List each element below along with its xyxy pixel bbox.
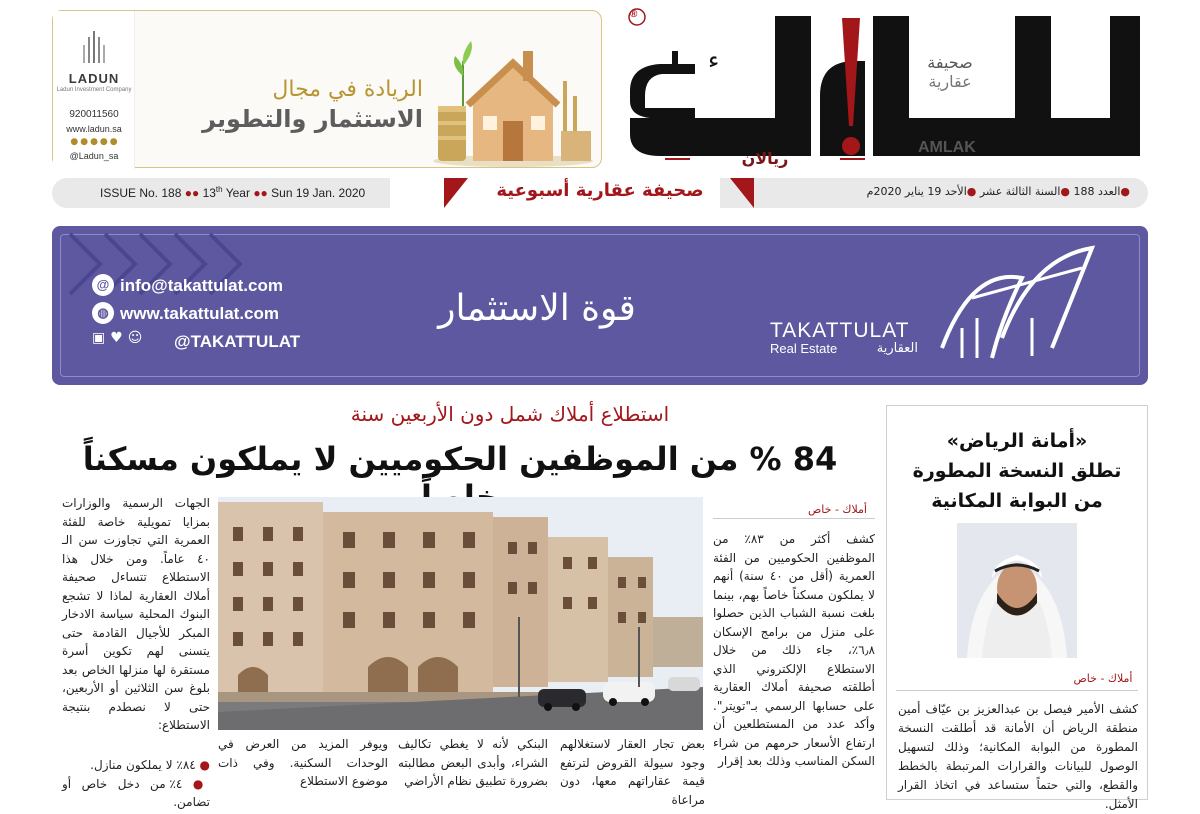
masthead-latin-name: AMLAK	[918, 139, 976, 156]
year-en: 13th Year	[202, 185, 250, 200]
issue-number-en: ISSUE No. 188	[100, 186, 182, 200]
email-icon: @	[92, 274, 114, 296]
article-byline: أملاك - خاص	[808, 503, 867, 516]
instagram-icon[interactable]: ●	[80, 137, 91, 147]
ladun-slogan-line-2: الاستثمار والتطوير	[202, 105, 423, 133]
ladun-brand-subtitle: Ladun Investment Company	[56, 87, 132, 93]
issue-number-ar: العدد 188	[1073, 185, 1121, 198]
date-ar: الأحد 19 يناير 2020م	[866, 185, 967, 198]
takattulat-email[interactable]: info@takattulat.com	[120, 276, 283, 295]
takattulat-website[interactable]: www.takattulat.com	[120, 304, 280, 323]
portrait-photo	[957, 523, 1077, 658]
sidebar-headline[interactable]	[896, 426, 1138, 516]
social-icons[interactable]	[92, 330, 147, 346]
sidebar-headline-line-1: «أمانة الرياض»	[946, 430, 1088, 452]
year-ar: السنة الثالثة عشر	[979, 185, 1061, 198]
takattulat-brand-sub-ar: العقارية	[876, 341, 918, 356]
cover-price: ريالان	[741, 149, 789, 168]
ladun-advertisement[interactable]	[52, 10, 602, 168]
masthead[interactable]	[620, 6, 1180, 176]
weekly-title: صحيفة عقارية أسبوعية	[496, 180, 704, 201]
takattulat-brand-sub-en: Real Estate	[770, 341, 838, 356]
housing-buildings-photo	[218, 497, 703, 730]
article-kicker: استطلاع أملاك شمل دون الأربعين سنة	[350, 402, 670, 426]
sidebar-byline: أملاك - خاص	[1073, 672, 1133, 685]
article-bottom-column-1: بعض تجار العقار لاستغلالهم وجود سيولة القروض لترتفع قيمة عقاراتهم معها، دون مراعاة	[560, 737, 705, 807]
article-bottom-column-3: ويوفر المزيد من العرض في الوحدات السكنية. وفي ذات موضوع الاستطلاع	[218, 737, 388, 788]
coins-house-illustration	[433, 21, 598, 167]
globe-icon: ◍	[92, 302, 114, 324]
svg-text:ء: ء	[1120, 11, 1130, 35]
survey-result-2: ● ٤٪ من دخل خاص أو تضامن.	[62, 776, 210, 809]
ladun-handle: @Ladun_sa	[69, 151, 119, 161]
article-headline[interactable]: 84 % من الموظفين الحكوميين لا يملكون مسكناً	[82, 440, 838, 478]
info-bar-left-accent	[444, 178, 468, 208]
snapchat-icon[interactable]: ●	[90, 137, 100, 147]
takattulat-handle[interactable]: @TAKATTULAT	[174, 332, 301, 351]
ladun-social-icons[interactable]	[65, 137, 125, 147]
ladun-emblem-icon	[80, 29, 108, 65]
sidebar-divider	[896, 690, 1138, 691]
takattulat-advertisement[interactable]	[52, 226, 1148, 385]
ladun-slogan-line-1: الريادة في مجال	[272, 77, 423, 102]
issue-details-english: ISSUE No. 188 ●● 13th Year ●● Sun 19 Jan. 2020	[100, 185, 366, 200]
survey-results-list	[62, 756, 210, 812]
takattulat-slogan: قوة الاستثمار	[438, 288, 636, 329]
masthead-tagline-2: عقارية	[928, 72, 972, 91]
takattulat-logo	[932, 238, 1102, 373]
survey-result-1: ● ٨٤٪ لا يملكون منازل.	[90, 758, 210, 772]
youtube-icon[interactable]: ●	[99, 137, 110, 147]
svg-text:ء: ء	[708, 46, 720, 74]
article-column-right: كشف أكثر من ٨٣٪ من الموظفين الحكوميين من الفئة العمرية (أقل من ٤٠ سنة) أنهم لا يملكون مسكناً خاصاً بهم، بينما بلغت نسبة الشباب الذين حصلوا على منزل من برامج الإسكان ٦٫٨٪، جاء ذلك من خلال الاستطلاع الإلكتروني الذي أطلقته صحيفة أملاك العقارية على حسابها الرسمي بـ"تويتر". وأكد عدد من المستطلعين أن ارتفاع الأسعار حرمهم من شراء السكن المناسب وذلك بعد إقرار	[713, 532, 875, 768]
ladun-phone: 920011560	[69, 109, 119, 120]
ladun-logo-block	[53, 11, 135, 169]
byline-divider	[713, 518, 875, 519]
linkedin-icon[interactable]: ●	[109, 137, 120, 147]
takattulat-brand-en: TAKATTULAT	[770, 319, 910, 342]
ladun-website[interactable]: www.ladun.sa	[66, 124, 122, 134]
registered-mark: ®	[630, 9, 638, 20]
snapchat-icon[interactable]: ☺	[127, 330, 148, 346]
twitter-icon[interactable]: ●	[70, 137, 81, 147]
info-bar-right-accent	[730, 178, 754, 208]
article-column-left: الجهات الرسمية والوزارات بمزايا تمويلية خاصة للفئة العمرية التي تجاوزت سن الـ ٤٠ عاماً. ومن خلال هذا الاستطلاع تتساءل صحيفة أملاك العقارية لماذا لا تشجع البنوك المحلية سياسة الادخار المبكر للأجيال القادمة حتى يتسنى لهم تكوين أسرة مستقرة لها منزلها الخاص بعد بلوغ سن الثلاثين أو الأربعين، حتى لا نصطدم بنتيجة الاستطلاع:	[62, 496, 210, 732]
twitter-icon[interactable]: ♥	[110, 330, 128, 346]
sidebar-headline-line-3: من البوابة المكانية	[931, 490, 1103, 512]
article-bottom-column-2: البنكي لأنه لا يغطي تكاليف الشراء، وأبدى البعض مطالبته بضرورة تطبيق نظام الأراضي	[398, 737, 548, 788]
instagram-icon[interactable]: ▣	[92, 330, 111, 346]
issue-details-arabic: ●العدد 188 ●السنة الثالثة عشر ●الأحد 19 يناير 2020م	[866, 185, 1130, 198]
date-en: Sun 19 Jan. 2020	[271, 186, 366, 200]
ladun-brand-name: LADUN	[68, 71, 120, 86]
masthead-tagline-1: صحيفة	[927, 53, 973, 72]
sidebar-headline-line-2: تطلق النسخة المطورة	[912, 460, 1122, 482]
sidebar-body-text: كشف الأمير فيصل بن عبدالعزيز بن عيّاف أمين منطقة الرياض أن الأمانة قد أطلقت النسخة المطورة من البوابة المكانية؛ وذلك لتسهيل الوصول للبيانات والقرارات المرتبطة بالخطط والقطع، والتي حتماً ستساعد في اتخاذ القرار الأمثل.	[898, 702, 1138, 811]
